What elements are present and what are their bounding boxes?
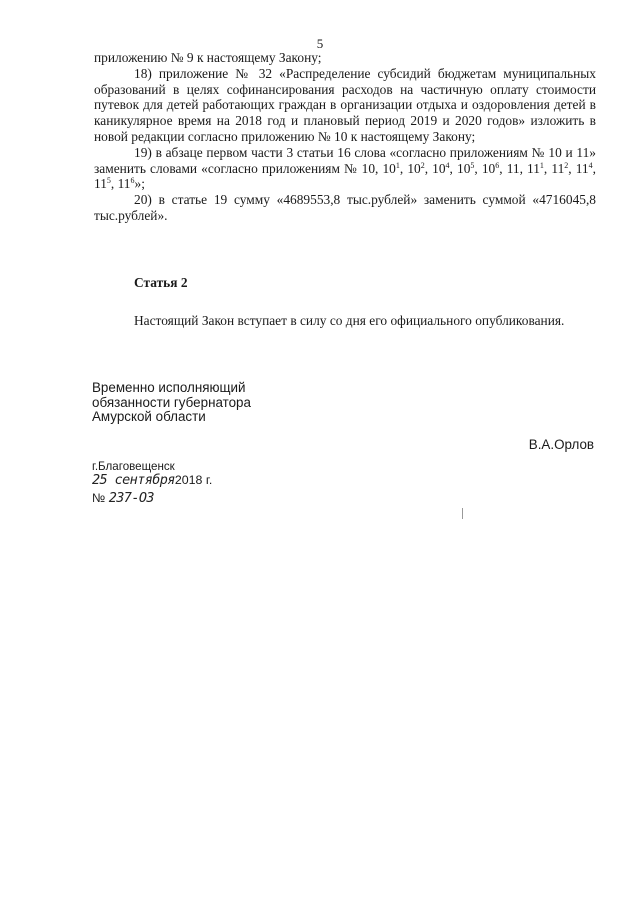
scan-mark (462, 508, 463, 519)
number-sign: № (92, 491, 106, 505)
signer-line-3: Амурской области (92, 409, 206, 424)
date-year: 2018 г. (174, 473, 213, 487)
place-of-signing: г.Благовещенск (92, 460, 175, 473)
paragraph-continuation: приложению № 9 к настоящему Закону; (94, 50, 322, 65)
superscript: 6 (130, 176, 135, 186)
superscript: 6 (495, 160, 500, 170)
superscript: 5 (470, 160, 475, 170)
paragraph-18: 18) приложение № 32 «Распределение субсидий бюджетам муниципальных образований в целях софинансирования расходов на частичную оплату стоимости путевок для детей работающих граждан в организации отдыха и оздоровления детей в каникулярное время на 2018 год и плановый период 2019 и 2020 годов» изложить в новой редакции согласно приложению № 10 к настоящему Закону; (94, 65, 596, 144)
paragraph-19: 19) в абзаце первом части 3 статьи 16 слова «согласно приложениям № 10 и 11» заменить словами «согласно приложениям № 10, $10^1$, $10^2$, $10^4$, $10^5$, $10^6$, 11, $11^1$, $11^2$, $11^4$, $11^5$, $11^6$»; (94, 144, 596, 192)
paragraph-20: 20) в статье 19 сумму «4689553,8 тыс.рублей» заменить суммой «4716045,8 тыс.рублей». (94, 192, 596, 223)
handwritten-date: 25 сентября (92, 472, 175, 488)
superscript: 5 (106, 176, 111, 186)
handwritten-number: 237-ОЗ (108, 490, 154, 506)
superscript: 2 (420, 160, 425, 170)
signing-date (92, 472, 212, 488)
law-number (92, 490, 154, 506)
superscript: 1 (395, 160, 400, 170)
signer-name: В.А.Орлов (528, 437, 594, 452)
superscript: 1 (539, 160, 544, 170)
signer-line-2: обязанности губернатора (92, 394, 251, 410)
effective-clause (94, 313, 596, 330)
article-heading: Статья 2 (134, 275, 188, 290)
page-number: 5 (316, 36, 324, 51)
superscript: 2 (564, 160, 569, 170)
superscript: 4 (588, 160, 593, 170)
signer-title (92, 381, 251, 425)
paragraph-19-lead: 19) в абзаце первом части 3 статьи 16 слова «согласно приложениям № 10 и 11» заменить словами «согласно приложениям № 10, 10 (94, 144, 596, 176)
superscript: 4 (445, 160, 450, 170)
amendment-list (94, 50, 596, 224)
closing-paragraph: Настоящий Закон вступает в силу со дня его официального опубликования. (134, 313, 565, 328)
signer-line-1: Временно исполняющий (92, 380, 246, 395)
